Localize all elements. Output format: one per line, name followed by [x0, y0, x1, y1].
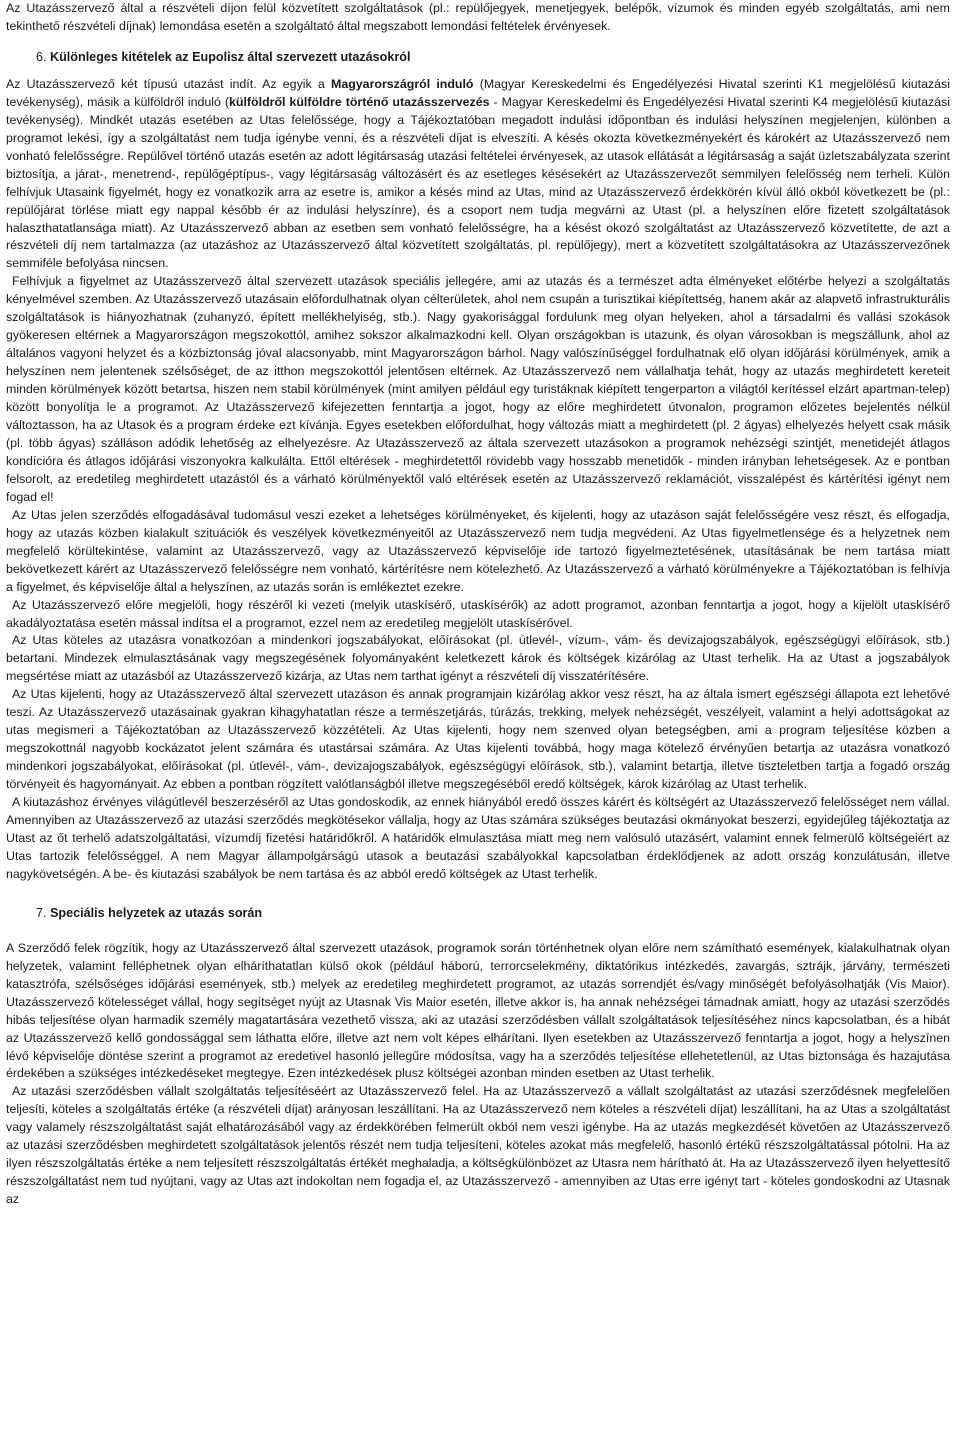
- section-6-paragraph: A kiutazáshoz érvényes világútlevél beszerzéséről az Utas gondoskodik, az ennek hiányából eredő összes kárért és költségért az Utazásszervező felelősséget nem vállal. Amennyiben az Utazásszervező az utazási szerződés megkötésekor vállalja, hogy az Utas számára szükséges beutazási okmányokat beszerzi, egyidejűleg tájékoztatja az Utast az őt terhelő adatszolgáltatási, vízumdíj fizetési határidőkről. A határidők elmulasztása miatt meg nem valósuló utazásért, valamint ennek felmerülő költségeiért az Utas tartozik felelősséggel. A nem Magyar állampolgárságú utasok a beutazási szabályokkal kapcsolatban érdeklődjenek az adott ország konzulátusán, illetve nagykövetségén. A be- és kiutazási szabályok be nem tartása és az abból eredő költségek az Utast terhelik.: [6, 795, 950, 881]
- section-7-number: 7.: [36, 905, 47, 920]
- section-6-paragraph: Az Utas köteles az utazásra vonatkozóan a mindenkori jogszabályokat, előírásokat (pl. útlevél-, vízum-, vám- és devizajogszabályok, egészségügyi előírások, stb.) betartani. Mindezek elmulasztásának vagy megszegésének folyományaként keletkezett károk és költségek kizárólag az Utast terhelik. Ha az Utast a jogszabályok megsértése miatt az utazásból az Utazásszervező kizárja, az Utas nem tarthat igényt a részvételi díj visszatérítésére.: [6, 633, 950, 684]
- section-6-heading: [6, 48, 950, 66]
- section-6-number: 6.: [36, 49, 47, 64]
- section-6-paragraph: Az Utas kijelenti, hogy az Utazásszervező által szervezett utazáson és annak programjain kizárólag akkor vesz részt, ha az általa ismert egészségi állapota ezt lehetővé teszi. Az Utazásszervező utazásainak gyakran kihagyhatatlan része a természetjárás, túrázás, trekking, melyek nehézségét, veszélyeit, valamint a helyi adottságokat az utas megismeri a Tájékoztatóban az Utazásszervező közzétételi. Az Utas kijelenti, hogy nem szenved olyan betegségben, ami a program teljesítése közben a megszokottnál nagyobb kockázatot jelent számára és utastársai számára. Az Utas kijelenti továbbá, hogy maga kötelező érvényűen betartja az utazásra vonatkozó mindenkori jogszabályokat, előírásokat (pl. útlevél-, vám-, devizajogszabályok, egészségügyi előírások, stb.), valamint betartja, illetve tiszteletben tartja a fogadó ország törvényeit és hagyományait. Az ebben a pontban rögzített valótlanságból illetve megszegéséből eredő költségek, károk kizárólag az Utast terhelik.: [6, 687, 950, 792]
- intro-paragraph: Az Utazásszervező által a részvételi díjon felül közvetített szolgáltatások (pl.: repülőjegyek, menetjegyek, belépők, vízumok és minden egyéb szolgáltatás, ami nem tekinthető részvételi díjnak) lemondása esetén a szolgáltató által megszabott lemondási feltételek érvényesek.: [6, 1, 950, 33]
- section-6-intro: [6, 76, 950, 273]
- section-7-paragraph: Az utazási szerződésben vállalt szolgáltatás teljesítéséért az Utazásszervező felel. Ha az Utazásszervező a vállalt szolgáltatást az utazási szerződésnek megfelelően teljesíti, köteles a szolgáltatás értéke (a részvételi díjat) arányosan leszállítani. Ha az Utazásszervező nem köteles a részvételi díjat) leszállítani, ha az Utas a szolgáltatást vagy valamely részszolgáltatást saját elhatározásából vagy az érdekkörében felmerült okból nem veszi igénybe. Ha az utazás megkezdését követően az Utazásszervező az utazási szerződésben meghirdetett szolgáltatások jelentős részét nem tudja teljesíteni, köteles azokat más megfelelő, hasonló értékű részszolgáltatással pótolni. Ha az ilyen részszolgáltatás értéke a nem teljesített részszolgáltatás értékét meghaladja, a költségkülönbözet az Utasra nem hárítható át. Ha az Utazásszervező ilyen helyettesítő részszolgáltatást nem tud nyújtani, vagy az Utas azt indokoltan nem fogadja el, az Utazásszervező - amennyiben az Utas erre igényt tart - köteles gondoskodni az Utasnak az: [6, 1084, 950, 1207]
- section-6-title: Különleges kitételek az Eupolisz által szervezett utazásokról: [50, 49, 411, 64]
- intro-text-c: (Magyar Kereskedelmi és Engedélyezési Hivatal szerinti K1 megjelölésű kiutazási tevékenység), másik a külföldről induló (: [6, 76, 951, 109]
- intro-text-e: - Magyar Kereskedelmi és Engedélyezési Hivatal szerinti K4 megjelölésű kiutazási tevékenység). Mindkét utazás esetében az Utas felelőssége, hogy a Tájékoztatóban megadott indulási időpontban és indulási helyszínen megjelenjen, különben a programot lekési, így a szolgáltatást nem tudja igénybe venni, és a részvételi díjat is elveszíti. A késés okozta következményekért és károkért az Utazásszervező nem vonható felelősségre. Repülővel történő utazás esetén az adott légitársaság utazási feltételei érvényesek, az utasok ellátását a légitársaság a saját üzletszabályzata szerint biztosítja, a járat-, menetrend-, repülőgéptípus-, vagy légitársaság változásért és az esetleges késésekért az Utazásszervezőt semmilyen felelősség nem terheli. Külön felhívjuk Utasaink figyelmét, hogy ez vonatkozik arra az esetre is, amikor a késés mind az Utas, mind az Utazásszervező érdekkörén kívül álló okból következett be (pl.: repülőjárat törlése miatt egy nappal később ér az indulási helyszínre), és a csoport nem tudja megvárni az Utast (pl. a helyszínen előre fizetett szolgáltatások halaszthatatlansága miatt). Az Utazásszervező abban az esetben sem vonható felelősségre, ha a késést okozó szolgáltatást az Utazásszervező közvetítette, de azt a részvételi díj nem tartalmazza (az utazáshoz az Utazásszervező által közvetített szolgáltatás, pl. repülőjegy), mert a közvetített szolgáltatásokra az Utazásszervezőnek semmiféle befolyása nincsen.: [6, 94, 950, 271]
- intro-text-a: Az Utazásszervező két típusú utazást indít. Az egyik a: [6, 76, 331, 91]
- intro-text-d: külföldről külföldre történő utazásszervezés: [229, 94, 490, 109]
- section-6-paragraph: Felhívjuk a figyelmet az Utazásszervező által szervezett utazások speciális jellegére, ami az utazás és a természet adta élményeket előtérbe helyezi a szolgáltatás kényelmével szemben. Az Utazásszervező utazásain előfordulhatnak olyan célterületek, ahol nem csupán a turisztikai kiépítettség, hanem akár az alapvető infrastrukturális szolgáltatások is hiányozhatnak (zuhanyzó, épített mellékhelyiség, stb.). Nagy gyakorisággal fordulunk meg olyan helyeken, ahol a társadalmi és vallási szokások gyökeresen eltérnek a Magyarországon megszokottól, amihez sokszor alkalmazkodni kell. Olyan országokban is utazunk, és olyan városokban is megszállunk, ahol az általános vagyoni helyzet és a közbiztonság jóval alacsonyabb, mint Magyarországon bárhol. Nagy valószínűséggel fordulhatnak elő olyan időjárási körülmények, amik a helyszínen nem jelentenek szélsőséget, de az itthon megszokottól jelentősen eltérnek. Az Utazásszervező nem vállalhatja tehát, hogy az utazás meghirdetett kereteit minden körülmények között betartsa, hiszen nem stabil körülmények (mint amilyen például egy turistáknak kiépített tengerparton a világtól kerítéssel elzárt apartman-telep) között bonyolítja le a programot. Az Utazásszervező kifejezetten fenntartja a jogot, hogy az előre meghirdetett útvonalon, programon előzetes bejelentés nélkül változtasson, ha az Utasok és a program érdeke ezt kívánja. Egyes esetekben előfordulhat, hogy változás miatt a meghirdetett (pl. 2 ágyas) elhelyezés helyett csak másik (pl. több ágyas) szálláson adódik lehetőség az elhelyezésre. Az Utazásszervező az általa szervezett utazásokon a programok nehézségi szintjét, menetidejét átlagos kondícióra és átlagos időjárási viszonyokra kalkulálta. Ettől eltérések - meghirdetettől rövidebb vagy hosszabb menetidők - minden irányban lehetségesek. Az e pontban felsorolt, az eredetileg meghirdetett utazástól és a várható körülményektől való eltérések esetén az Utazásszervező reklamációt, visszalépést és kártérítési igényt nem fogad el!: [6, 274, 950, 504]
- section-6-paragraph: Az Utas jelen szerződés elfogadásával tudomásul veszi ezeket a lehetséges körülményeket, és kijelenti, hogy az utazáson saját felelősségére vesz részt, és elfogadja, hogy az utazás közben kialakult szituációk és veszélyek következményeitől az Utazásszervező nem tudja megvédeni. Az Utas figyelmetlensége és a helyzetnek nem megfelelő körültekintése, valamint az Utazásszervező, vagy az Utazásszervező képviselője ide tartozó figyelmeztetésének, utasításának be nem tartása miatt bekövetkezett kárért az Utazásszervező felelősségre nem vonható, kártérítésre nem kötelezhető. Az Utazásszervező a várható körülményekre a Tájékoztatóban is felhívja a figyelmet, és képviselője által a helyszínen, az utazás során is emlékeztet ezekre.: [6, 507, 950, 594]
- intro-text-b: Magyarországról induló: [331, 76, 474, 91]
- section-7-intro: A Szerződő felek rögzítik, hogy az Utazásszervező által szervezett utazások, programok során történhetnek olyan előre nem számítható események, kialakulhatnak olyan helyzetek, valamint felléphetnek olyan elháríthatatlan külső okok (például háború, terrorcselekmény, diktatórikus intézkedés, zavargás, sztrájk, járvány, természeti katasztrófa, szélsőséges időjárási események, stb.) melyek az eredetileg meghirdetett programot, az utazás sorrendjét és/vagy minőségét befolyásolhatják (Vis Maior). Utazásszervező kötelességet vállal, hogy segítséget nyújt az Utasnak Vis Maior esetén, illetve akkor is, ha annak nehézségei támadnak amiatt, hogy az utazási szerződés hibás teljesítése olyan harmadik személy magatartására vezethető vissza, aki az utazási szerződésben vállalt szolgáltatások teljesítéséhez nincs kapcsolatban, és a hibát az Utazásszervező kellő gondossággal sem láthatta előre, illetve azt nem volt képes elhárítani. Ilyen esetekben az Utazásszervező fenntartja a jogot, hogy a helyszínen lévő képviselője döntése szerint a programot az eredetivel hasonló jellegűre módosítsa, vagy ha a szerződés teljesítése ellehetetlenül, az Utas biztonsága és hazajutása érdekében a szükséges intézkedéseket megtegye. Ezen intézkedések plusz költségei azonban minden esetben az Utast terhelik.: [6, 940, 950, 1081]
- section-7-title: Speciális helyzetek az utazás során: [50, 905, 263, 920]
- section-7-heading: [6, 904, 950, 922]
- section-6-paragraph: Az Utazásszervező előre megjelöli, hogy részéről ki vezeti (melyik utaskísérő, utaskísérők) az adott programot, azonban fenntartja a jogot, hogy a kijelölt utaskísérő akadályoztatása esetén mással indítsa el a programot, ezzel nem az eredetileg megjelölt utaskísérővel.: [6, 597, 950, 630]
